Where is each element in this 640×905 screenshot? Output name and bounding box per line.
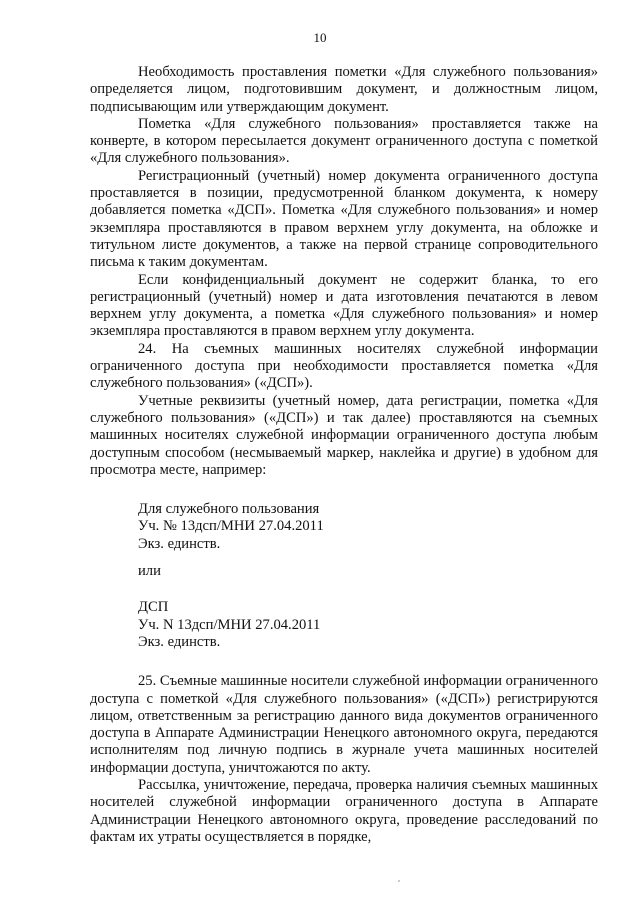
example-2-line: Экз. единств. — [138, 633, 221, 650]
example-block-1 — [90, 501, 598, 553]
paragraph-dsp-marking-responsibility: Необходимость проставления пометки «Для служебного пользования» определяется лицом, подготовившим документ, и должностным лицом, подписывающим или утверждающим документ. — [90, 64, 598, 115]
page-number: 10 — [313, 30, 327, 45]
example-1-line: Для служебного пользования — [138, 501, 320, 518]
separator-or: или — [138, 563, 161, 580]
spacer — [90, 479, 598, 501]
scan-speck — [398, 880, 400, 882]
paragraph-no-blank-document: Если конфиденциальный документ не содержит бланка, то его регистрационный (учетный) номер и дата изготовления печатаются в левом верхнем углу документа, а пометка «Для служебного пользования» и номер экземпляра проставляются в правом верхнем углу документа. — [90, 271, 598, 340]
example-block-2 — [90, 599, 598, 651]
paragraph-item-24: 24. На съемных машинных носителях служебной информации ограниченного доступа при необходимости проставляется пометка «Для служебного пользования» («ДСП»). — [90, 340, 598, 392]
paragraph-accounting-details: Учетные реквизиты (учетный номер, дата регистрации, пометка «Для служебного пользования» («ДСП») и так далее) проставляются на съемных машинных носителях служебной информации ограниченного доступа любым доступным способом (несмываемый маркер, наклейка и другие) в удобном для просмотра месте, например: — [90, 392, 598, 478]
spacer — [90, 580, 598, 599]
document-body — [90, 64, 598, 846]
paragraph-distribution: Рассылка, уничтожение, передача, проверка наличия съемных машинных носителей служебной информации ограниченного доступа в Аппарате Администрации Ненецкого автономного округа, проведение расследований по фактам их утраты осуществляется в порядке, — [90, 776, 598, 845]
paragraph-item-25: 25. Съемные машинные носители служебной информации ограниченного доступа с пометкой «Для служебного пользования» («ДСП») регистрируются лицом, ответственным за регистрацию данного вида документов ограниченного доступа в Аппарате Администрации Ненецкого автономного округа, передаются исполнителям под личную подпись в журнале учета машинных носителей информации доступа, уничтожаются по акту. — [90, 673, 598, 776]
spacer — [90, 651, 598, 673]
spacer — [90, 553, 598, 563]
example-2-line: Уч. N 13дсп/МНИ 27.04.2011 — [138, 616, 321, 633]
example-2-line: ДСП — [138, 599, 169, 616]
example-1-line: Экз. единств. — [138, 535, 221, 552]
paragraph-registration-number: Регистрационный (учетный) номер документа ограниченного доступа проставляется в позиции, предусмотренной бланком документа, к номеру добавляется пометка «ДСП». Пометка «Для служебного пользования» и номер экземпляра проставляются в правом верхнем углу документа, на обложке и титульном листе документов, а также на первой странице сопроводительного письма к таким документам. — [90, 167, 598, 271]
example-1-line: Уч. № 13дсп/МНИ 27.04.2011 — [138, 518, 324, 535]
paragraph-envelope-marking: Пометка «Для служебного пользования» проставляется также на конверте, в котором пересылается документ ограниченного доступа с пометкой «Для служебного пользования». — [90, 115, 598, 167]
